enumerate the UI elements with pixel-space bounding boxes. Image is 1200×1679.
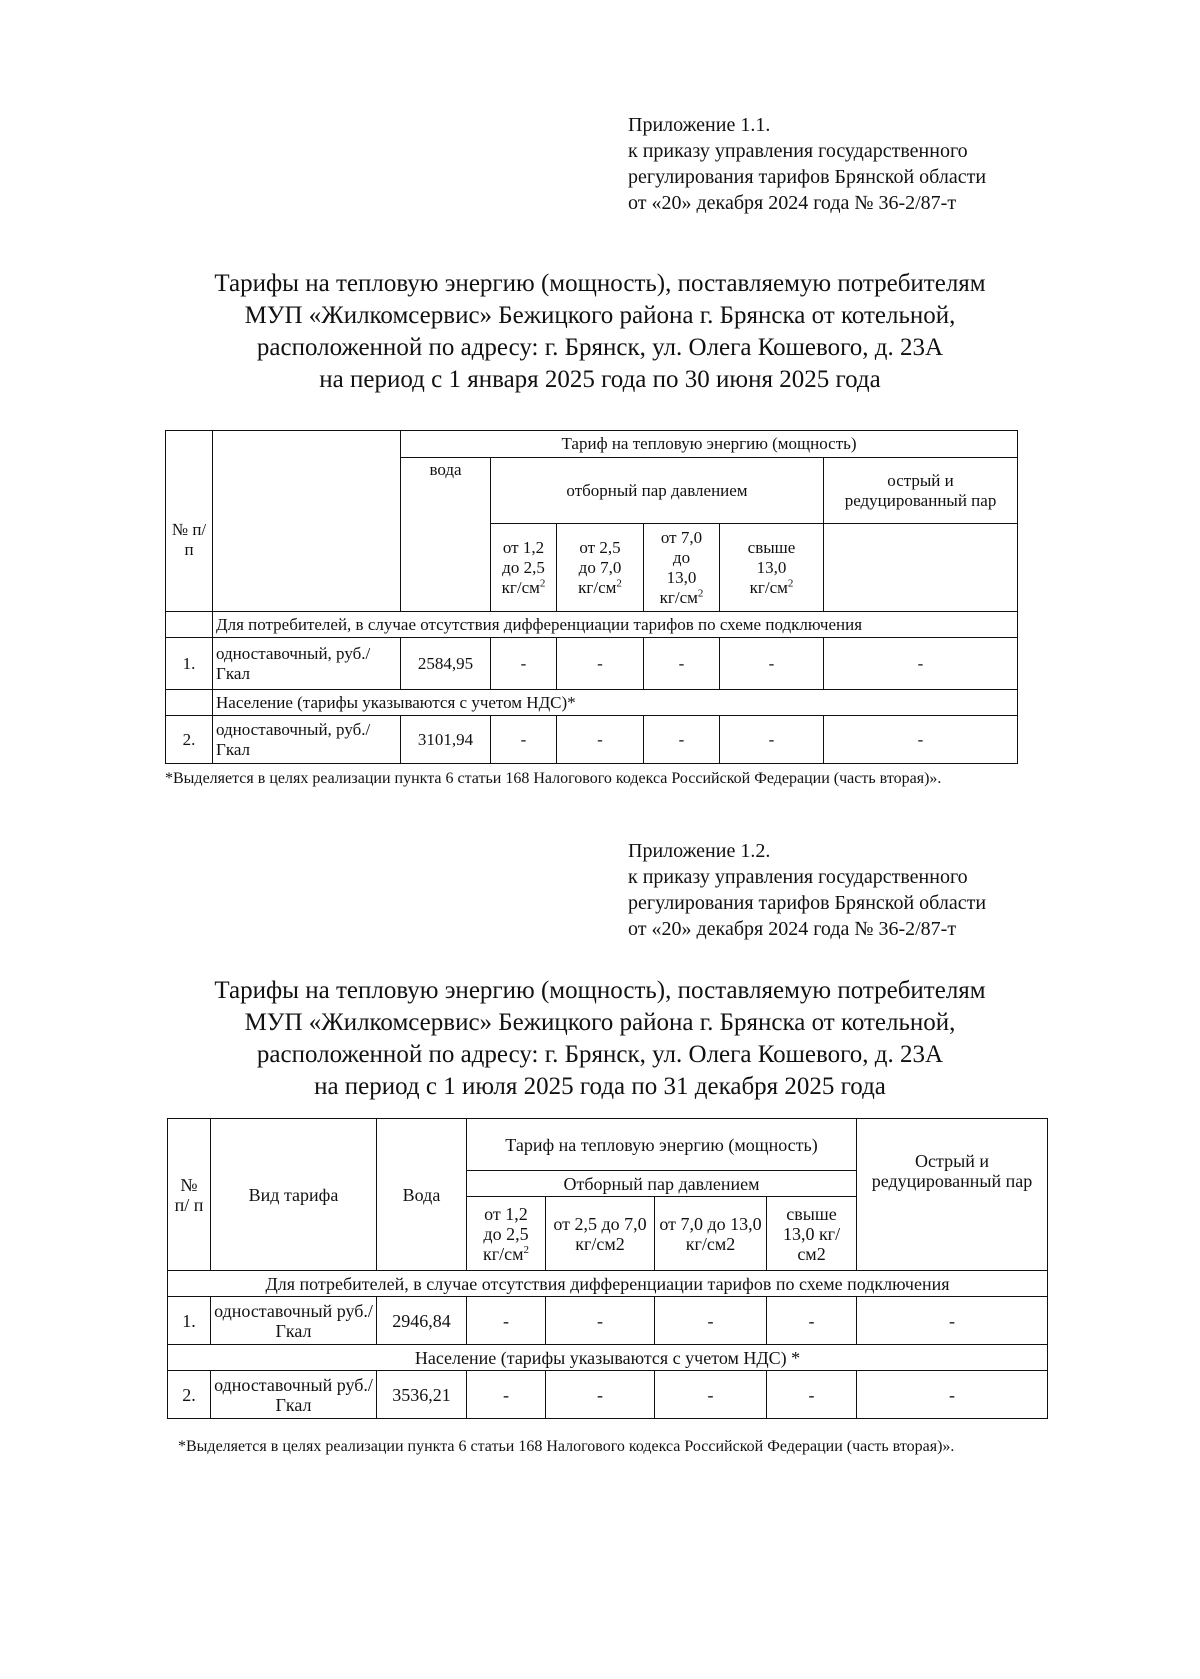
section-label: Население (тарифы указываются с учетом НДС) * xyxy=(168,1345,1048,1371)
table-row xyxy=(168,1297,1048,1345)
column-header-sharp-steam: острый и редуцированный пар xyxy=(824,458,1018,524)
header-tariff: Тариф на тепловую энергию (мощность) xyxy=(467,1119,857,1171)
row-cell: - xyxy=(491,716,557,764)
footnote-2: *Выделяется в целях реализации пункта 6 статьи 168 Налогового кодекса Российской Федерации (часть вторая)». xyxy=(178,1438,955,1455)
document-title-2 xyxy=(0,975,1200,1103)
appendix-order-line: к приказу управления государственного xyxy=(628,140,968,162)
title-line: на период с 1 июля 2025 года по 31 декабря 2025 года xyxy=(314,1073,886,1100)
row-cell: - xyxy=(644,716,720,764)
title-line: Тарифы на тепловую энергию (мощность), поставляемую потребителям xyxy=(214,270,986,297)
title-line: Тарифы на тепловую энергию (мощность), поставляемую потребителям xyxy=(214,977,986,1004)
row-cell: - xyxy=(767,1297,857,1345)
row-cell: - xyxy=(655,1371,767,1419)
title-line: расположенной по адресу: г. Брянск, ул. Олега Кошевого, д. 23А xyxy=(256,1041,944,1068)
row-cell: - xyxy=(857,1297,1048,1345)
document-title-1 xyxy=(0,268,1200,396)
column-header-water: вода xyxy=(401,458,491,612)
appendix-date-line: от «20» декабря 2024 года № 36-2/87-т xyxy=(628,192,957,214)
title-line: МУП «Жилкомсервис» Бежицкого района г. Брянска от котельной, xyxy=(244,1009,956,1036)
header-tariff: Тариф на тепловую энергию (мощность) xyxy=(401,431,1018,458)
row-cell: - xyxy=(557,638,644,690)
subheader-1-2-to-2-5: от 1,2 до 2,5 $кг/см^2$ xyxy=(491,524,557,612)
title-line: расположенной по адресу: г. Брянск, ул. Олега Кошевого, д. 23А xyxy=(256,334,944,361)
row-cell: - xyxy=(557,716,644,764)
column-header-sharp-steam: Острый и редуцированный пар xyxy=(857,1119,1048,1271)
row-cell: - xyxy=(546,1297,655,1345)
table-row xyxy=(168,1371,1048,1419)
section-label: Для потребителей, в случае отсутствия дифференциации тарифов по схеме подключения xyxy=(213,612,1018,638)
row-water-value: 2946,84 xyxy=(377,1297,467,1345)
row-cell: - xyxy=(655,1297,767,1345)
title-line: МУП «Жилкомсервис» Бежицкого района г. Брянска от котельной, xyxy=(244,302,956,329)
section-row xyxy=(166,690,1018,716)
section-row xyxy=(166,612,1018,638)
appendix-1-1-header xyxy=(628,112,986,216)
section-row xyxy=(168,1345,1048,1371)
appendix-date-line: от «20» декабря 2024 года № 36-2/87-т xyxy=(628,918,957,940)
appendix-authority-line: регулирования тарифов Брянской области xyxy=(628,166,987,188)
table-row xyxy=(166,716,1018,764)
appendix-1-2-header xyxy=(628,838,986,942)
row-tariff-type: одноставочный, руб./Гкал xyxy=(213,716,401,764)
row-number: 2. xyxy=(168,1371,211,1419)
header-selected-steam: Отборный пар давлением xyxy=(467,1171,857,1197)
row-number: 1. xyxy=(166,638,213,690)
table-row xyxy=(166,638,1018,690)
row-water-value: 3536,21 xyxy=(377,1371,467,1419)
row-cell: - xyxy=(546,1371,655,1419)
column-header-type: Вид тарифа xyxy=(211,1119,377,1271)
row-tariff-type: одноставочный, руб./Гкал xyxy=(213,638,401,690)
row-water-value: 3101,94 xyxy=(401,716,491,764)
subheader-above-13-0: свыше 13,0 кг/см2 xyxy=(767,1197,857,1271)
tariff-table-1 xyxy=(165,430,1018,764)
row-cell: - xyxy=(467,1297,546,1345)
row-water-value: 2584,95 xyxy=(401,638,491,690)
subheader-2-5-to-7-0: от 2,5 до 7,0 кг/см2 xyxy=(546,1197,655,1271)
section-label: Население (тарифы указываются с учетом НДС)* xyxy=(213,690,1018,716)
row-tariff-type: одноставочный руб./Гкал xyxy=(211,1297,377,1345)
subheader-7-0-to-13-0: от 7,0 до 13,0 кг/см2 xyxy=(655,1197,767,1271)
row-tariff-type: одноставочный руб./Гкал xyxy=(211,1371,377,1419)
row-cell: - xyxy=(467,1371,546,1419)
subheader-2-5-to-7-0: от 2,5 до 7,0 $кг/см^2$ xyxy=(557,524,644,612)
subheader-above-13-0: свыше 13,0 $кг/см^2$ xyxy=(720,524,824,612)
row-cell: - xyxy=(767,1371,857,1419)
row-cell: - xyxy=(824,638,1018,690)
appendix-label: Приложение 1.1. xyxy=(628,114,771,136)
row-number: 2. xyxy=(166,716,213,764)
row-number: 1. xyxy=(168,1297,211,1345)
subheader-1-2-to-2-5: от 1,2 до 2,5 $кг/см^2$ xyxy=(467,1197,546,1271)
section-row xyxy=(168,1271,1048,1297)
tariff-table-2 xyxy=(167,1118,1048,1419)
column-header-type xyxy=(213,431,401,612)
appendix-label: Приложение 1.2. xyxy=(628,840,771,862)
title-line: на период с 1 января 2025 года по 30 июня 2025 года xyxy=(319,366,881,393)
row-cell: - xyxy=(720,638,824,690)
column-header-number: № п/ п xyxy=(168,1119,211,1271)
appendix-authority-line: регулирования тарифов Брянской области xyxy=(628,892,987,914)
column-header-water: Вода xyxy=(377,1119,467,1271)
column-header-number: № п/п xyxy=(166,431,213,612)
row-cell: - xyxy=(824,716,1018,764)
section-label: Для потребителей, в случае отсутствия дифференциации тарифов по схеме подключения xyxy=(168,1271,1048,1297)
header-selected-steam: отборный пар давлением xyxy=(491,458,824,524)
subheader-empty xyxy=(824,524,1018,612)
row-cell: - xyxy=(857,1371,1048,1419)
row-cell: - xyxy=(491,638,557,690)
row-cell: - xyxy=(720,716,824,764)
row-cell: - xyxy=(644,638,720,690)
subheader-7-0-to-13-0: от 7,0 до 13,0 $кг/см^2$ xyxy=(644,524,720,612)
appendix-order-line: к приказу управления государственного xyxy=(628,866,968,888)
footnote-1: *Выделяется в целях реализации пункта 6 статьи 168 Налогового кодекса Российской Федерации (часть вторая)». xyxy=(165,770,942,787)
